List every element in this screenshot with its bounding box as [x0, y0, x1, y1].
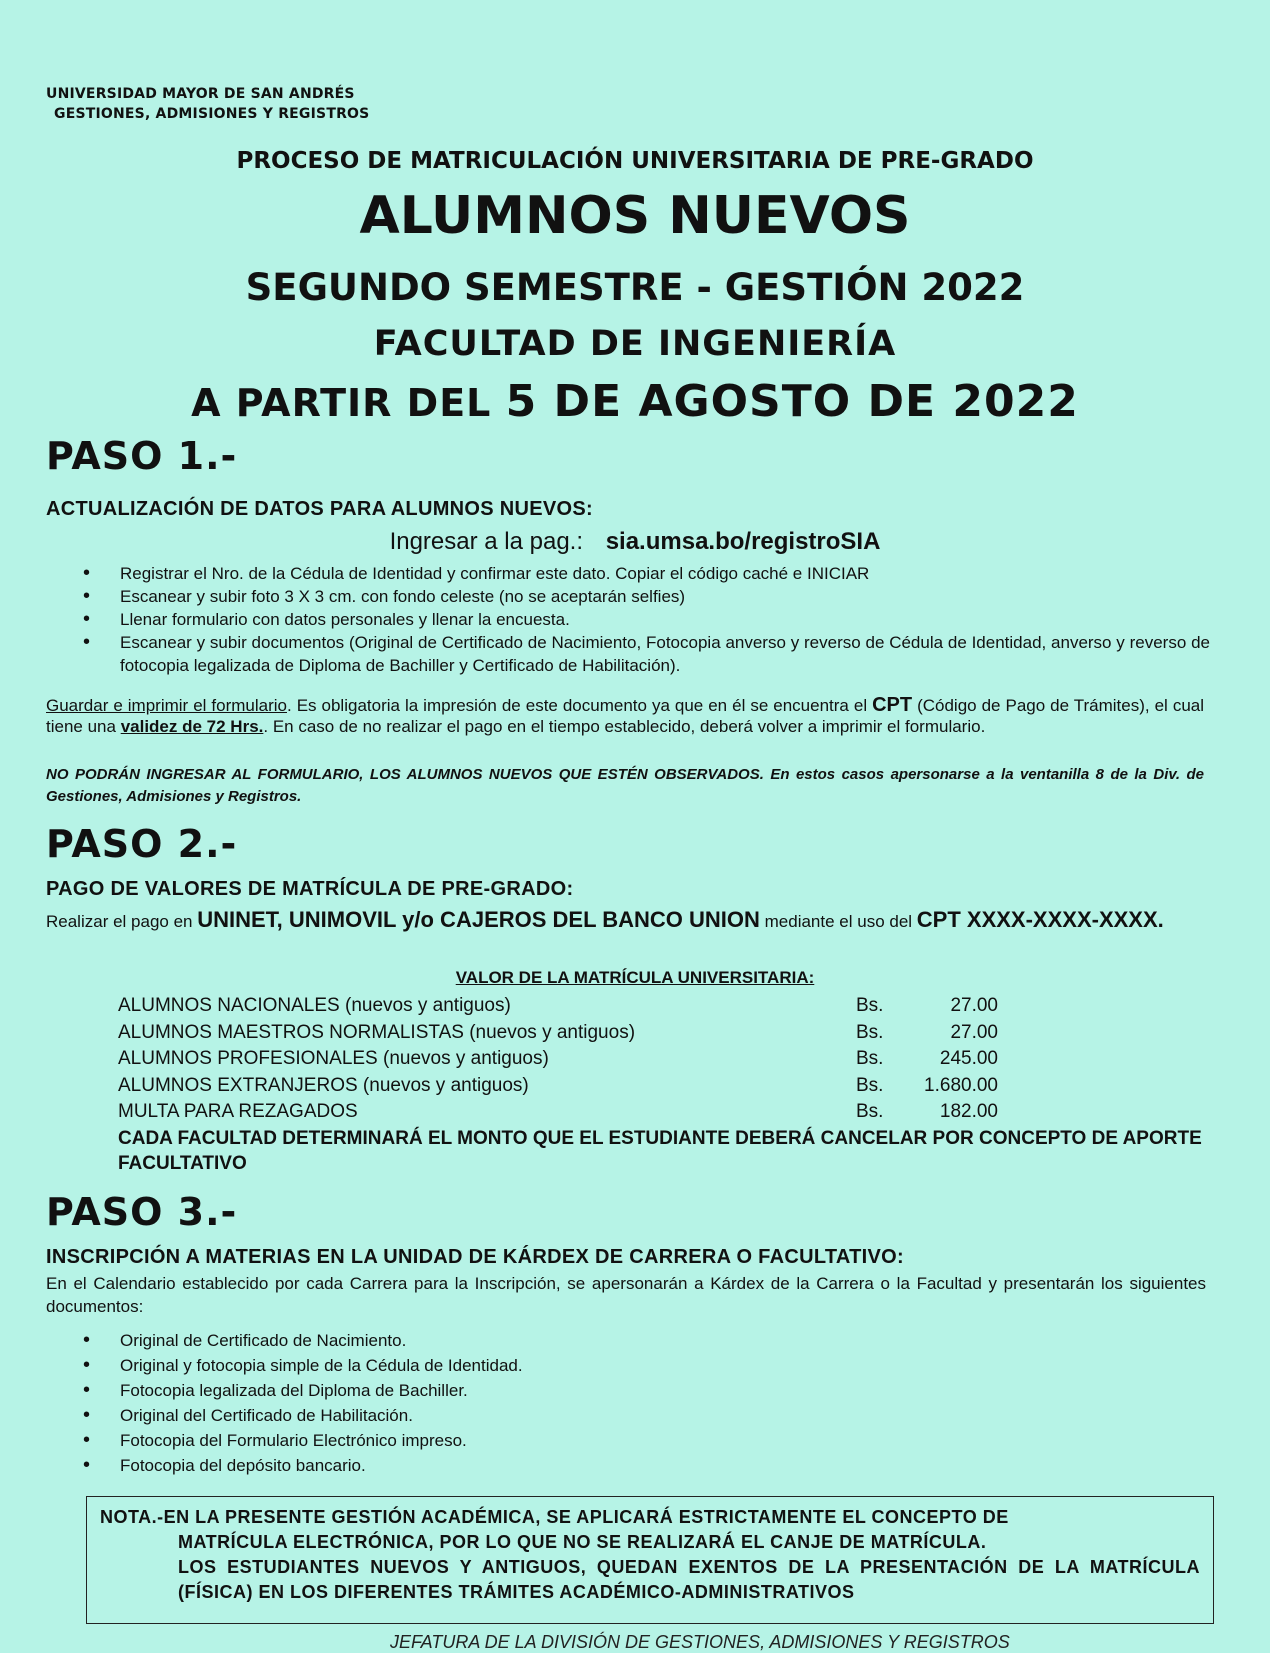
paso2-heading: PASO 2.- — [46, 822, 238, 866]
url-label: Ingresar a la pag.: — [389, 528, 584, 555]
registration-url-line — [0, 528, 1270, 556]
fee-table — [118, 993, 998, 1126]
date-prefix: A PARTIR DEL — [191, 381, 492, 425]
print-instructions: Guardar e imprimir el formulario. Es obligatoria la impresión de este documento ya que en él se encuentra el CPT (Código de Pago de Trámites), el cual tiene una validez de 72 Hrs.. En caso de no realizar el pago en el tiempo establecido, deberá volver a imprimir el formulario. — [46, 694, 1205, 736]
department-name: GESTIONES, ADMISIONES Y REGISTROS — [54, 106, 370, 122]
paso2-subheading: PAGO DE VALORES DE MATRÍCULA DE PRE-GRADO: — [46, 878, 574, 900]
list-item: • Original de Certificado de Nacimiento. — [46, 1328, 1210, 1353]
paso1-subheading: ACTUALIZACIÓN DE DATOS PARA ALUMNOS NUEVOS: — [46, 498, 593, 520]
list-item: • Original del Certificado de Habilitación. — [46, 1403, 1210, 1428]
list-item: • Escanear y subir documentos (Original de Certificado de Nacimiento, Fotocopia anverso y reverso de Cédula de Identidad, anverso y reverso de fotocopia legalizada de Diploma de Bachiller y Certificado de Habilitación). — [46, 631, 1210, 677]
paso1-list — [46, 562, 1210, 677]
cpt-label: CPT — [872, 694, 913, 716]
institution-header — [46, 84, 369, 124]
fee-table-title: VALOR DE LA MATRÍCULA UNIVERSITARIA: — [455, 968, 815, 987]
table-row: ALUMNOS EXTRANJEROS (nuevos y antiguos) Bs. 1.680.00 — [118, 1074, 998, 1096]
list-item: • Fotocopia del depósito bancario. — [46, 1453, 1210, 1478]
paso1-heading: PASO 1.- — [46, 434, 238, 478]
table-row: MULTA PARA REZAGADOS Bs. 182.00 — [118, 1101, 998, 1122]
observed-warning: NO PODRÁN INGRESAR AL FORMULARIO, LOS ALUMNOS NUEVOS QUE ESTÉN OBSERVADOS. En estos casos apersonarse a la ventanilla 8 de la Div. de Gestiones, Admisiones y Registros. — [46, 766, 1204, 805]
paso3-subheading: INSCRIPCIÓN A MATERIAS EN LA UNIDAD DE KÁRDEX DE CARRERA O FACULTATIVO: — [46, 1246, 904, 1268]
registration-link[interactable]: sia.umsa.bo/registroSIA — [605, 528, 881, 555]
table-row: ALUMNOS MAESTROS NORMALISTAS (nuevos y antiguos) Bs. 27.00 — [118, 1021, 998, 1043]
table-row: ALUMNOS NACIONALES (nuevos y antiguos) Bs. 27.00 — [118, 995, 998, 1016]
list-item: • Llenar formulario con datos personales y llenar la encuesta. — [46, 608, 1210, 631]
institution-name: UNIVERSIDAD MAYOR DE SAN ANDRÉS — [46, 86, 355, 102]
audience-title: ALUMNOS NUEVOS — [359, 186, 911, 246]
process-title: PROCESO DE MATRICULACIÓN UNIVERSITARIA DE PRE-GRADO — [236, 148, 1034, 174]
footer-signature: JEFATURA DE LA DIVISIÓN DE GESTIONES, ADMISIONES Y REGISTROS — [390, 1632, 1010, 1652]
list-item: • Escanear y subir foto 3 X 3 cm. con fondo celeste (no se aceptarán selfies) — [46, 585, 1210, 608]
paso3-list — [46, 1328, 1210, 1478]
note-line-1: NOTA.-EN LA PRESENTE GESTIÓN ACADÉMICA, SE APLICARÁ ESTRICTAMENTE EL CONCEPTO DE — [100, 1507, 1009, 1527]
paso3-heading: PASO 3.- — [46, 1190, 238, 1234]
list-item: • Original y fotocopia simple de la Cédula de Identidad. — [46, 1353, 1210, 1378]
note-line-2: MATRÍCULA ELECTRÓNICA, POR LO QUE NO SE REALIZARÁ EL CANJE DE MATRÍCULA. — [178, 1532, 987, 1552]
note-line-3: LOS ESTUDIANTES NUEVOS Y ANTIGUOS, QUEDAN EXENTOS DE LA PRESENTACIÓN DE LA MATRÍCULA (FÍSICA) EN LOS DIFERENTES TRÁMITES ACADÉMICO-ADMINISTRATIVOS — [178, 1557, 1200, 1602]
list-item: • Fotocopia del Formulario Electrónico impreso. — [46, 1428, 1210, 1453]
note-text — [100, 1505, 1200, 1605]
semester-title: SEGUNDO SEMESTRE - GESTIÓN 2022 — [245, 266, 1025, 309]
table-row: ALUMNOS PROFESIONALES (nuevos y antiguos) Bs. 245.00 — [118, 1048, 998, 1069]
date-value: 5 DE AGOSTO DE 2022 — [505, 376, 1079, 427]
payment-cpt: CPT XXXX-XXXX-XXXX. — [916, 907, 1164, 932]
print-form-link: Guardar e imprimir el formulario — [46, 696, 287, 715]
start-date — [0, 376, 1270, 427]
paso3-intro: En el Calendario establecido por cada Carrera para la Inscripción, se apersonarán a Kárdex de la Carrera o la Facultad y presentarán los siguientes documentos: — [46, 1274, 1206, 1316]
payment-channels: UNINET, UNIMOVIL y/o CAJEROS DEL BANCO UNION — [197, 907, 760, 932]
validity-label: validez de 72 Hrs. — [120, 717, 264, 736]
payment-instructions: Realizar el pago en UNINET, UNIMOVIL y/o CAJEROS DEL BANCO UNION mediante el uso del CPT XXXX-XXXX-XXXX. — [46, 907, 1164, 932]
list-item: • Registrar el Nro. de la Cédula de Identidad y confirmar este dato. Copiar el código caché e INICIAR — [46, 562, 1210, 585]
faculty-title: FACULTAD DE INGENIERÍA — [373, 324, 897, 364]
list-item: • Fotocopia legalizada del Diploma de Bachiller. — [46, 1378, 1210, 1403]
fee-note: CADA FACULTAD DETERMINARÁ EL MONTO QUE EL ESTUDIANTE DEBERÁ CANCELAR POR CONCEPTO DE APORTE FACULTATIVO — [118, 1128, 1202, 1174]
